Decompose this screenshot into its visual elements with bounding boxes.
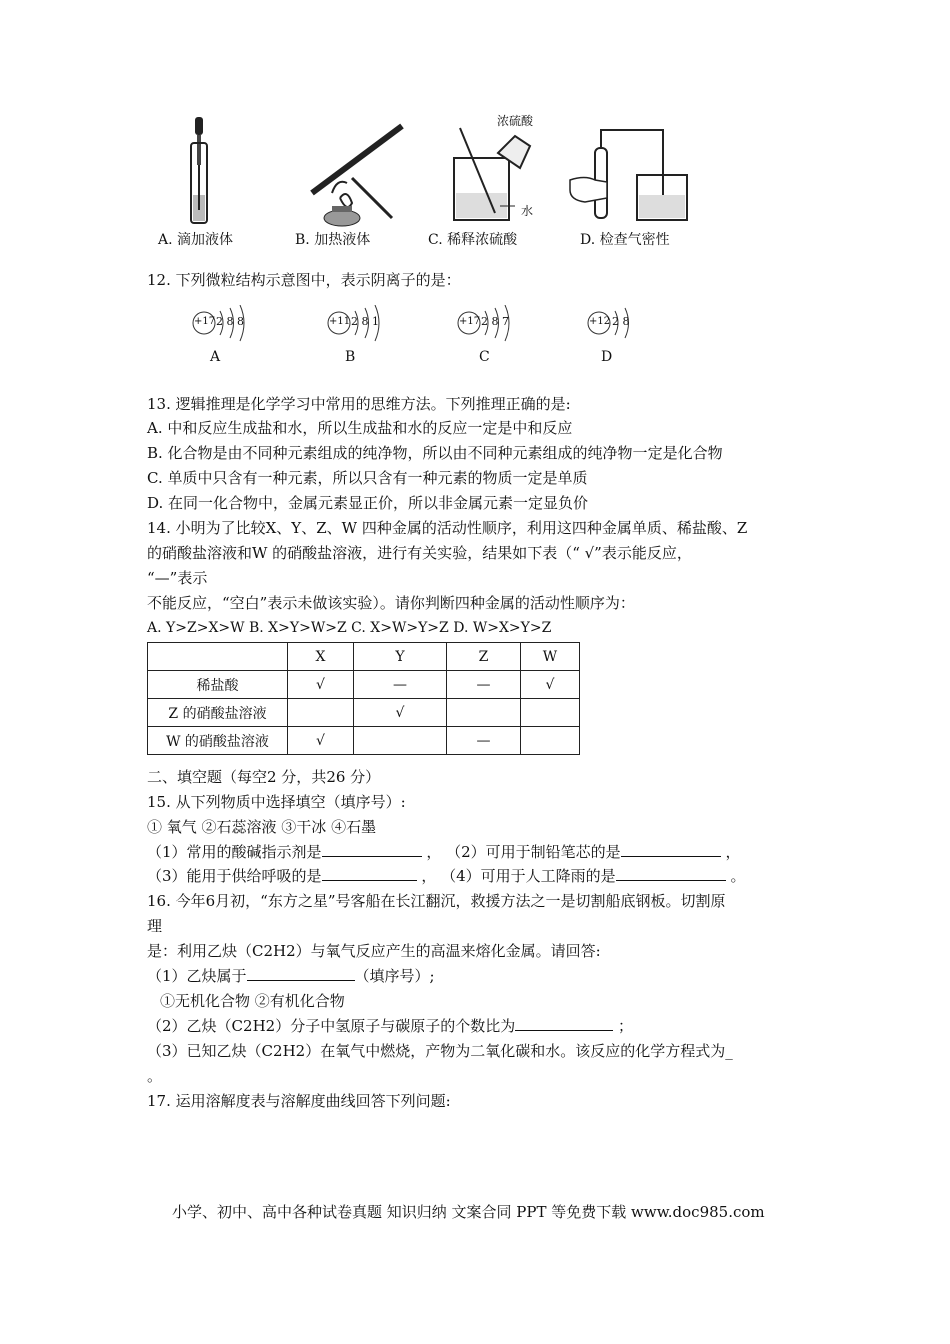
q15-line-2 [147, 866, 745, 886]
q16-line-5: ①无机化合物 ②有机化合物 [160, 992, 345, 1010]
q13-option-d: D. 在同一化合物中，金属元素显正价，所以非金属元素一定显负价 [147, 494, 589, 512]
q14-line-2: 的硝酸盐溶液和W 的硝酸盐溶液，进行有关实验，结果如下表（“ √”表示能反应， [147, 544, 692, 562]
shells-d: 2 8 [612, 315, 630, 328]
answer-blank-6[interactable] [515, 1016, 613, 1031]
table-cell [521, 727, 580, 755]
q15-tail-2: 。 [730, 867, 746, 885]
q14-options: A. Y>Z>X>W B. X>Y>W>Z C. X>W>Y>Z D. W>X>Y>Z [147, 620, 552, 636]
table-cell: √ [288, 727, 354, 755]
q15-line-1 [147, 842, 740, 862]
table-cell: Y [354, 643, 447, 671]
result-table [147, 642, 580, 755]
table-cell: W 的硝酸盐溶液 [148, 727, 288, 755]
q16-line-3: 是：利用乙炔（C2H2）与氧气反应产生的高温来熔化金属。请回答: [147, 942, 601, 960]
q12-stem: 12. 下列微粒结构示意图中，表示阴离子的是： [147, 271, 461, 289]
particle-b [325, 305, 405, 365]
table-header-row [148, 643, 580, 671]
q16-tail-1: （填序号）; [354, 967, 435, 985]
nucleus-b: +11 [329, 316, 351, 327]
table-cell [354, 727, 447, 755]
dropper-diagram [180, 115, 220, 230]
table-cell: — [354, 671, 447, 699]
q15-tail-1: ， [725, 843, 741, 861]
particle-a [190, 305, 270, 365]
table-cell: √ [521, 671, 580, 699]
answer-blank-3[interactable] [322, 866, 417, 881]
table-cell: √ [354, 699, 447, 727]
q17-stem: 17. 运用溶解度表与溶解度曲线回答下列问题: [147, 1092, 451, 1110]
table-cell: X [288, 643, 354, 671]
q15-prompt-1: （1）常用的酸碱指示剂是 [147, 843, 322, 861]
table-cell: √ [288, 671, 354, 699]
letter-c: C [479, 349, 490, 365]
acid-label: 浓硫酸 [497, 114, 534, 128]
table-cell [288, 699, 354, 727]
letter-d: D [601, 349, 613, 365]
table-row [148, 699, 580, 727]
q14-line-3: “—”表示 [147, 569, 208, 587]
q16-line-6 [147, 1016, 633, 1036]
nucleus-c: +17 [459, 316, 481, 327]
q15-prompt-4: ， （4）可用于人工降雨的是 [421, 867, 616, 885]
table-row [148, 727, 580, 755]
table-cell [521, 699, 580, 727]
answer-blank-4[interactable] [616, 866, 726, 881]
q15-choices: ① 氧气 ②石蕊溶液 ③干冰 ④石墨 [147, 818, 377, 836]
table-cell [148, 643, 288, 671]
particle-d [585, 305, 665, 365]
q13-option-b: B. 化合物是由不同种元素组成的纯净物，所以由不同种元素组成的纯净物一定是化合物 [147, 444, 723, 462]
answer-blank-2[interactable] [621, 842, 721, 857]
q15-prompt-3: （3）能用于供给呼吸的是 [147, 867, 322, 885]
table-cell: Z 的硝酸盐溶液 [148, 699, 288, 727]
nucleus-a: +17 [194, 316, 216, 327]
option-c-label: C. 稀释浓硫酸 [428, 232, 518, 248]
table-cell: 稀盐酸 [148, 671, 288, 699]
q16-line-7: （3）已知乙炔（C2H2）在氧气中燃烧，产物为二氧化碳和水。该反应的化学方程式为_ [147, 1042, 733, 1060]
q16-line-1: 16. 今年6月初，“东方之星”号客船在长江翻沉，救援方法之一是切割船底钢板。切割原 [147, 892, 726, 910]
shells-b: 2 8 1 [351, 315, 379, 328]
q16-line-8: 。 [147, 1067, 163, 1085]
q16-line-4 [147, 966, 435, 986]
table-row [148, 671, 580, 699]
shells-c: 2 8 7 [481, 315, 509, 328]
option-b-label: B. 加热液体 [295, 232, 371, 248]
option-d-label: D. 检查气密性 [580, 232, 670, 248]
table-cell [447, 699, 521, 727]
letter-b: B [345, 349, 356, 365]
water-label: 水 [521, 204, 534, 218]
q16-prompt-2: （2）乙炔（C2H2）分子中氢原子与碳原子的个数比为 [147, 1017, 516, 1035]
q16-tail-2: ； [617, 1017, 633, 1035]
table-cell: W [521, 643, 580, 671]
q14-line-4: 不能反应，“空白”表示未做该实验）。请你判断四种金属的活动性顺序为： [147, 594, 635, 612]
nucleus-d: +12 [589, 316, 611, 327]
particle-c [455, 305, 535, 365]
q13-option-a: A. 中和反应生成盐和水，所以生成盐和水的反应一定是中和反应 [147, 419, 573, 437]
shells-a: 2 8 8 [216, 315, 244, 328]
q13-option-c: C. 单质中只含有一种元素，所以只含有一种元素的物质一定是单质 [147, 469, 588, 487]
q14-line-1: 14. 小明为了比较X、Y、Z、W 四种金属的活动性顺序，利用这四种金属单质、稀盐酸、Z [147, 519, 748, 537]
q16-line-2: 理 [147, 917, 163, 935]
airtightness-diagram [565, 120, 695, 228]
q15-stem: 15. 从下列物质中选择填空（填序号）: [147, 793, 406, 811]
q15-prompt-2: ， （2）可用于制铅笔芯的是 [426, 843, 621, 861]
letter-a: A [210, 349, 221, 365]
answer-blank-5[interactable] [247, 966, 355, 981]
heating-diagram [292, 118, 412, 230]
q13-stem: 13. 逻辑推理是化学学习中常用的思维方法。下列推理正确的是: [147, 395, 571, 413]
dilute-acid-diagram [440, 118, 550, 226]
section-2-heading: 二、填空题（每空2 分，共26 分） [147, 768, 381, 786]
option-a-label: A. 滴加液体 [158, 232, 234, 248]
page-footer: 小学、初中、高中各种试卷真题 知识归纳 文案合同 PPT 等免费下载 www.doc985.com [172, 1203, 765, 1221]
q16-prompt-1: （1）乙炔属于 [147, 967, 247, 985]
table-cell: — [447, 671, 521, 699]
table-cell: — [447, 727, 521, 755]
answer-blank-1[interactable] [322, 842, 422, 857]
table-cell: Z [447, 643, 521, 671]
